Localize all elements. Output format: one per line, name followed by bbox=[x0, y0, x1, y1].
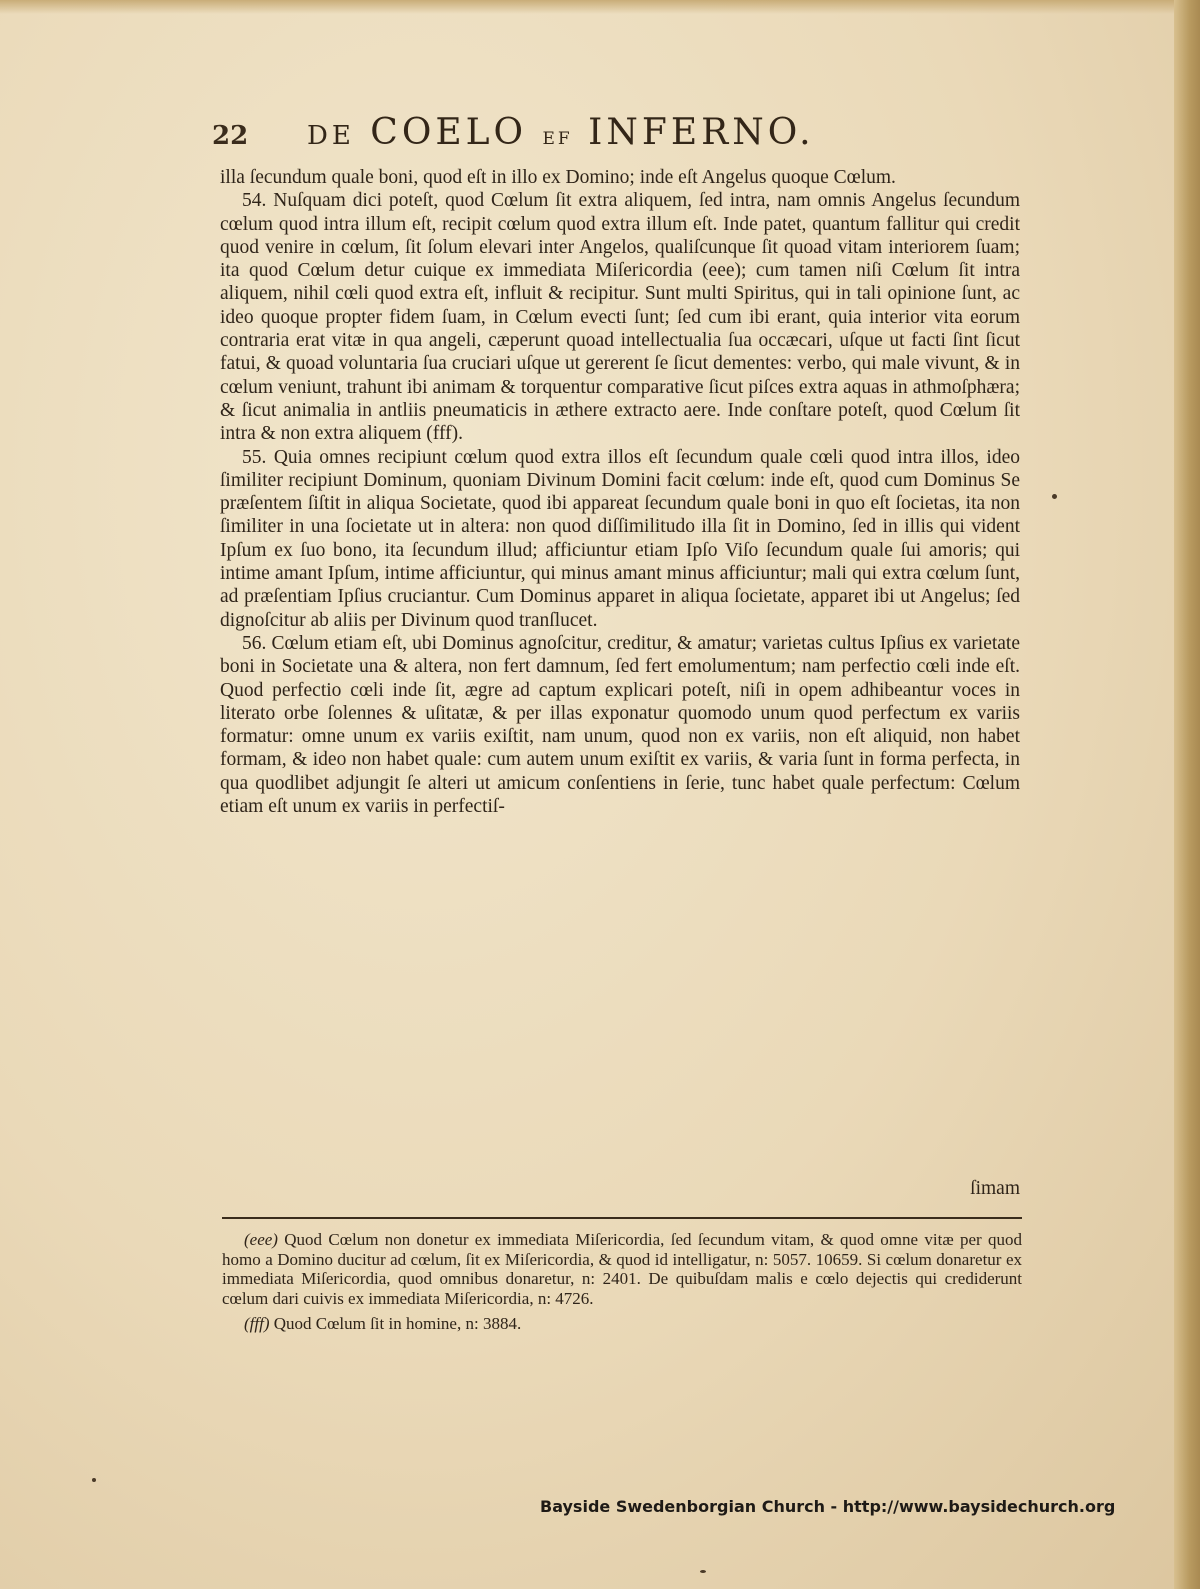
running-head-de: DE bbox=[307, 121, 355, 151]
footnotes bbox=[222, 1230, 1022, 1340]
paragraph-55: 55. Quia omnes recipiunt cœlum quod extra illos eſt ſecundum quale cœli quod intra illos, ideo ſimiliter recipiunt Dominum, quoniam Divinum Domini facit cœlum: inde eſt, quod cum Dominus Se præſentem ſiſtit in aliqua Societate, quod ibi appareat ſecundum quale boni in quo eſt ſocietas, ita non ſimiliter in una ſocietate ut in altera: non quod diſſimilitudo illa ſit in Domino, ſed in illis qui vident Ipſum ex ſuo bono, ita ſecundum illud; afficiuntur etiam Ipſo Viſo ſecundum quale ſui amoris; qui intime amant Ipſum, intime afficiuntur, qui minus amant minus afficiuntur; mali qui extra cœlum ſunt, ad præſentiam Ipſius cruciantur. Cum Dominus apparet in aliqua ſocietate, apparet ibi ut Angelus; ſed dignoſcitur ab aliis per Divinum quod tranſlucet. bbox=[220, 446, 1020, 631]
footnote-eee bbox=[222, 1230, 1022, 1308]
paper-speck bbox=[1052, 494, 1057, 499]
footnote-fff-mark: (fff) bbox=[244, 1314, 270, 1333]
paper-speck bbox=[700, 1570, 706, 1573]
body-text bbox=[220, 166, 1020, 818]
page-right-edge bbox=[1174, 0, 1200, 1589]
paper-speck bbox=[92, 1478, 96, 1482]
page-top-shadow bbox=[0, 0, 1200, 14]
page-number: 22 bbox=[212, 121, 249, 151]
footnote-fff bbox=[222, 1314, 1022, 1334]
running-head-coelo: COELO bbox=[370, 112, 528, 153]
page-header bbox=[212, 112, 1012, 160]
watermark-credit: Bayside Swedenborgian Church - http://www.baysidechurch.org bbox=[540, 1497, 1116, 1516]
paragraph-continuation: illa ſecundum quale boni, quod eſt in illo ex Domino; inde eſt Angelus quoque Cœlum. bbox=[220, 167, 896, 188]
catchword: ſimam bbox=[970, 1178, 1020, 1199]
footnote-eee-text: Quod Cœlum non donetur ex immediata Miſericordia, ſed ſecundum vitam, & quod omne vitæ per quod homo a Domino ducitur ad cœlum, ſit ex Miſericordia, & quod id intelligatur, n: 5057. 10659. Si cœlum donaretur ex immediata Miſericordia, quod omnibus donaretur, n: 2401. De quibuſdam malis e cœlo dejectis qui crediderunt cœlum dari cuivis ex immediata Miſericordia, n: 4726. bbox=[222, 1230, 1022, 1308]
running-head-et: EF bbox=[542, 129, 573, 149]
footnote-fff-text: Quod Cœlum ſit in homine, n: 3884. bbox=[273, 1314, 522, 1333]
running-head-inferno: INFERNO. bbox=[588, 112, 815, 153]
paragraph-54: 54. Nuſquam dici poteſt, quod Cœlum ſit extra aliquem, ſed intra, nam omnis Angelus ſecundum cœlum quod intra illum eſt, recipit cœlum quod extra illum eſt. Inde patet, quantum fallitur qui credit quod venire in cœlum, ſit ſolum elevari inter Angelos, qualiſcunque ſit quoad vitam interiorem ſuam; ita quod Cœlum detur cuique ex immediata Miſericordia (eee); cum tamen niſi Cœlum ſit intra aliquem, nihil cœli quod extra eſt, influit & recipitur. Sunt multi Spiritus, qui in tali opinione ſunt, ac ideo quoque propter fidem ſuam, in Cœlum evecti ſunt; ſed cum ibi erant, quia interior vita eorum contraria erat vitæ in qua angeli, cæperunt quoad intellectualia ſua occæcari, uſque ut facti ſint ſicut fatui, & quoad voluntaria ſua cruciari uſque ut gererent ſe ſicut dementes: verbo, qui male vivunt, & in cœlum veniunt, trahunt ibi animam & torquentur comparative ſicut piſces extra aquas in athmoſphæra; & ſicut animalia in antliis pneumaticis in æthere extracto aere. Inde conſtare poteſt, quod Cœlum ſit intra & non extra aliquem (fff). bbox=[220, 190, 1020, 445]
footnote-rule bbox=[222, 1217, 1022, 1219]
footnote-eee-mark: (eee) bbox=[244, 1230, 278, 1249]
running-head bbox=[307, 112, 815, 153]
paragraph-56: 56. Cœlum etiam eſt, ubi Dominus agnoſcitur, creditur, & amatur; varietas cultus Ipſius ex varietate boni in Societate una & altera, non fert damnum, ſed fert emolumentum; nam perfectio cœli inde eſt. Quod perfectio cœli inde ſit, ægre ad captum explicari poteſt, niſi in opem adhibeantur voces in literato orbe ſolennes & uſitatæ, & per illas exponatur quomodo unum quod perfectum ex variis formatur: omne unum ex variis exiſtit, nam unum, quod non ex variis, non eſt aliquid, non habet formam, & ideo non habet quale: cum autem unum exiſtit ex variis, & varia ſunt in forma perfecta, in qua quodlibet adjungit ſe alteri ut amicum conſentiens in ſerie, tunc habet quale perfectum: Cœlum etiam eſt unum ex variis in perfectiſ- bbox=[220, 632, 1020, 818]
